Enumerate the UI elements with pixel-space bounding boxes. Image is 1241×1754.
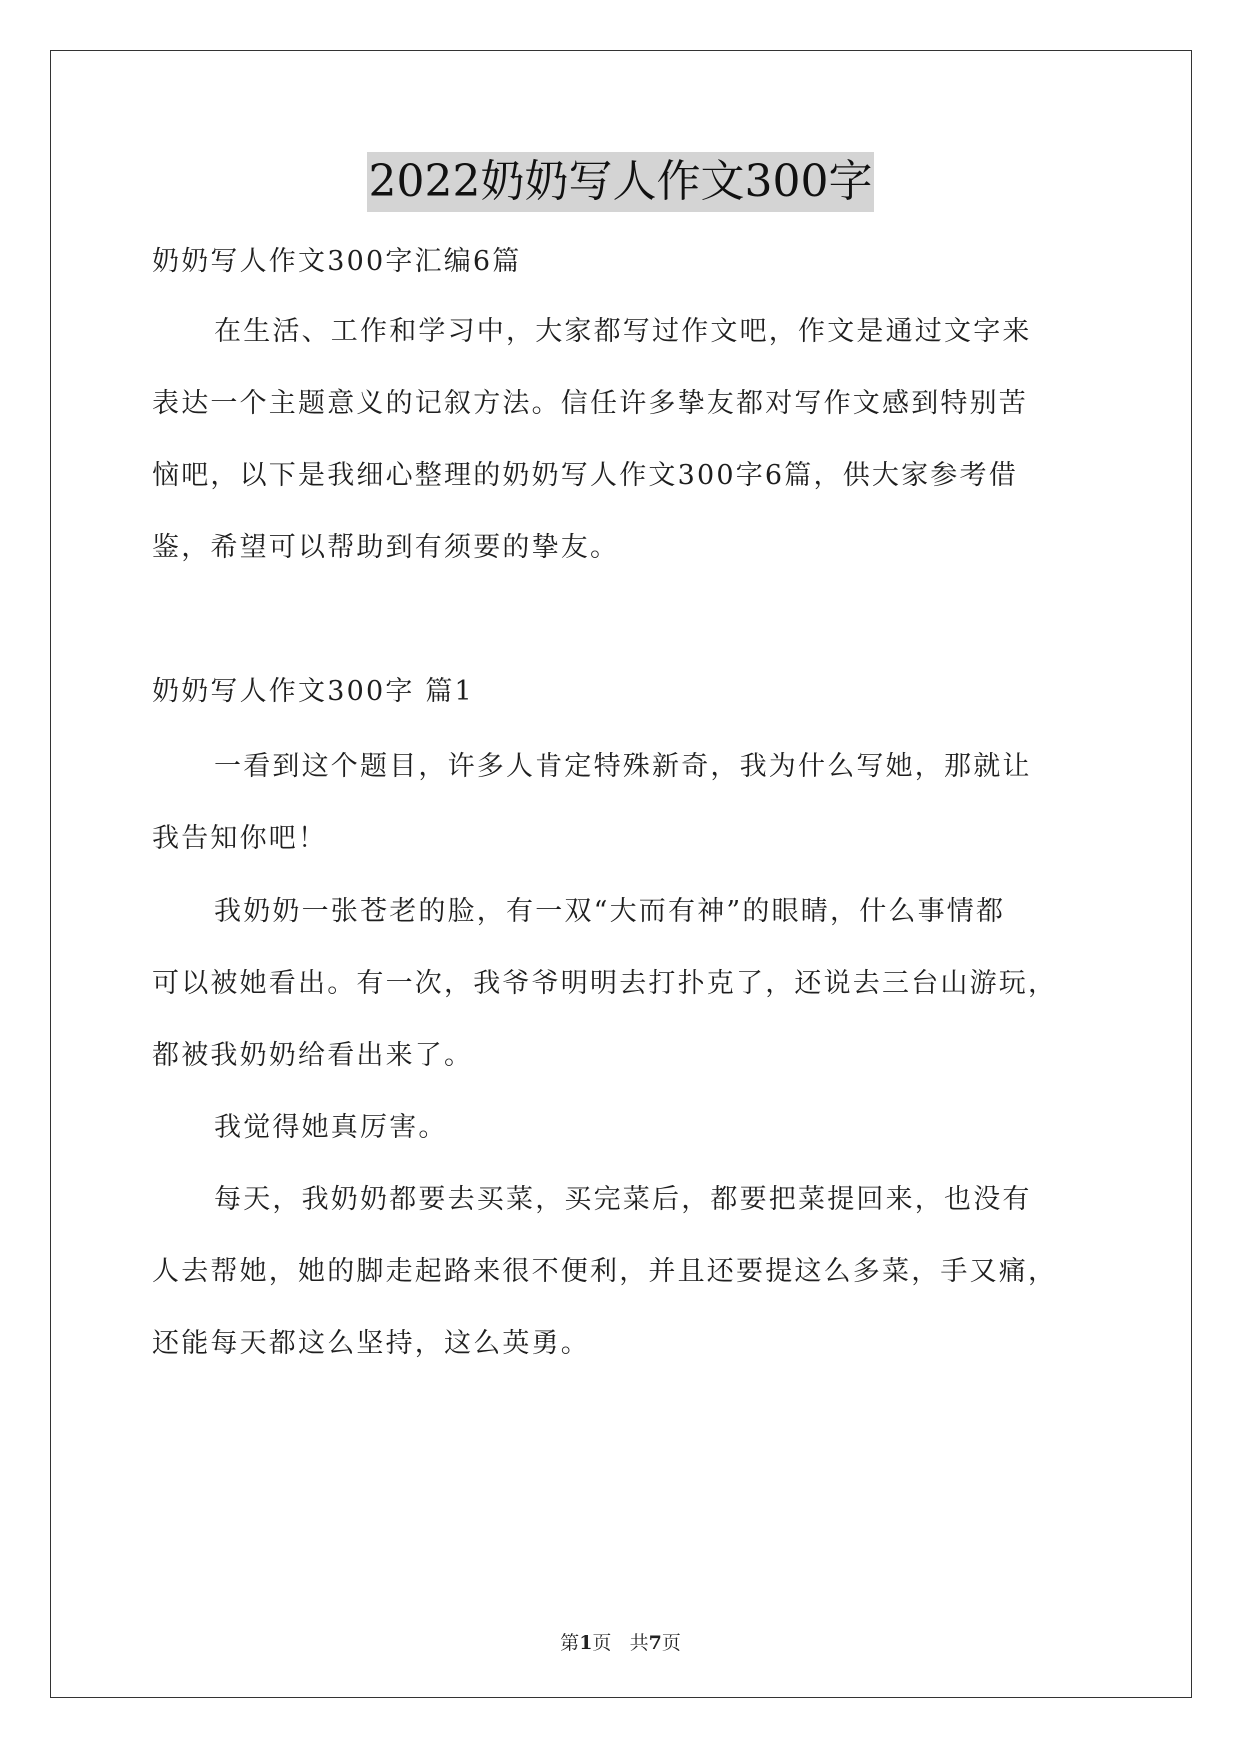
document-subtitle: 奶奶写人作文300字汇编6篇 — [152, 246, 522, 277]
body-line-7: 每天，我奶奶都要去买菜，买完菜后，都要把菜提回来，也没有 — [214, 1184, 1032, 1215]
body-line-2: 我告知你吧！ — [152, 823, 328, 854]
title-container — [0, 152, 1241, 212]
body-line-5: 都被我奶奶给看出来了。 — [152, 1040, 474, 1071]
body-line-6: 我觉得她真厉害。 — [214, 1112, 448, 1143]
body-line-8: 人去帮她，她的脚走起路来很不便利，并且还要提这么多菜，手又痛， — [152, 1256, 1058, 1287]
footer-total-suffix: 页 — [661, 1632, 681, 1654]
footer-prefix: 第 — [560, 1632, 580, 1654]
body-line-3: 我奶奶一张苍老的脸，有一双“大而有神”的眼睛，什么事情都 — [214, 896, 1006, 927]
intro-line-2: 表达一个主题意义的记叙方法。信任许多挚友都对写作文感到特别苦 — [152, 388, 1028, 419]
footer-page-suffix: 页 — [592, 1632, 612, 1654]
footer-total-prefix: 共 — [629, 1632, 649, 1654]
page-border — [50, 50, 1192, 1698]
intro-line-1: 在生活、工作和学习中，大家都写过作文吧，作文是通过文字来 — [214, 316, 1032, 347]
total-page-number: 7 — [648, 1632, 662, 1654]
page-footer — [0, 1628, 1241, 1655]
body-line-9: 还能每天都这么坚持，这么英勇。 — [152, 1328, 590, 1359]
intro-line-4: 鉴，希望可以帮助到有须要的挚友。 — [152, 532, 620, 563]
body-line-4: 可以被她看出。有一次，我爷爷明明去打扑克了，还说去三台山游玩， — [152, 968, 1058, 999]
current-page-number: 1 — [579, 1632, 593, 1654]
document-title: 2022奶奶写人作文300字 — [367, 152, 875, 212]
intro-line-3: 恼吧，以下是我细心整理的奶奶写人作文300字6篇，供大家参考借 — [152, 460, 1018, 491]
section-heading: 奶奶写人作文300字 篇1 — [152, 676, 474, 707]
body-line-1: 一看到这个题目，许多人肯定特殊新奇，我为什么写她，那就让 — [214, 751, 1032, 782]
